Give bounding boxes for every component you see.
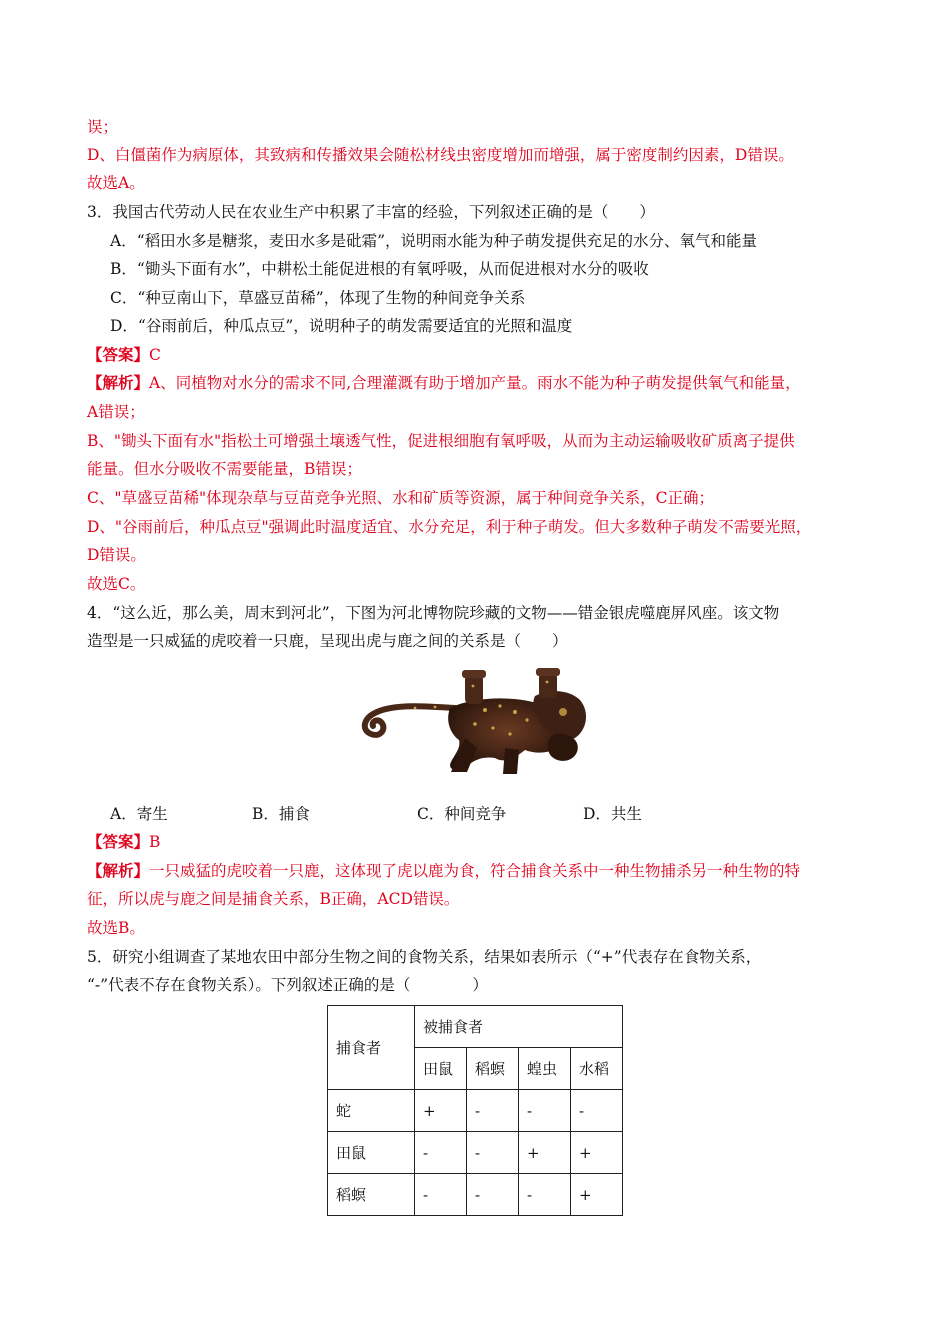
question-5-stem: 5．研究小组调查了某地农田中部分生物之间的食物关系，结果如表所示（“+”代表存在食物关系， (87, 948, 762, 966)
question-3-option-d: D．“谷雨前后，种瓜点豆”，说明种子的萌发需要适宜的光照和温度 (110, 317, 573, 335)
explanation-text: A、同植物对水分的需求不同,合理灌溉有助于增加产量。雨水不能为种子萌发提供氧气和能量， (149, 374, 801, 392)
answer-tag: 【答案】 (87, 832, 150, 851)
question-3-option-a: A．“稻田水多是糖浆，麦田水多是砒霜”，说明雨水能为种子萌发提供充足的水分、氧气和能量 (110, 232, 758, 250)
table-header-row (328, 1006, 623, 1048)
explanation-line: A错误； (87, 403, 145, 421)
prey-column-header: 田鼠 (415, 1048, 467, 1090)
prey-column-header: 水稻 (571, 1048, 623, 1090)
question-3-option-c: C．“种豆南山下，草盛豆苗稀”，体现了生物的种间竞争关系 (110, 289, 526, 307)
table-cell: - (571, 1090, 623, 1132)
answer-value: C (149, 346, 161, 364)
explanation-line: 征，所以虎与鹿之间是捕食关系，B正确，ACD错误。 (87, 890, 460, 908)
prey-header: 被捕食者 (415, 1006, 623, 1048)
explanation-line: C、"草盛豆苗稀"体现杂草与豆苗竞争光照、水和矿质等资源，属于种间竞争关系，C正确； (87, 489, 714, 507)
table-cell: + (519, 1132, 571, 1174)
table-row (328, 1174, 623, 1216)
question-4-option-c: C．种间竞争 (417, 805, 507, 823)
answer-tag: 【答案】 (87, 345, 150, 364)
choose-line: 故选A。 (87, 174, 145, 192)
table-cell: - (415, 1174, 467, 1216)
explanation-line: 能量。但水分吸收不需要能量，B错误； (87, 460, 362, 478)
question-4-stem: 4．“这么近，那么美，周末到河北”，下图为河北博物院珍藏的文物——错金银虎噬鹿屏风座。该文物 (87, 604, 780, 622)
explanation-line: 误； (87, 118, 119, 136)
question-3-option-b: B．“锄头下面有水”，中耕松土能促进根的有氧呼吸，从而促进根对水分的吸收 (110, 260, 649, 278)
question-4-answer (87, 831, 160, 853)
choose-line: 故选C。 (87, 575, 146, 593)
table-cell: - (415, 1132, 467, 1174)
predator-header: 捕食者 (328, 1006, 415, 1090)
prey-column-header: 蝗虫 (519, 1048, 571, 1090)
predator-name: 田鼠 (328, 1132, 415, 1174)
table-cell: - (467, 1132, 519, 1174)
explanation-line: D、"谷雨前后，种瓜点豆"强调此时温度适宜、水分充足，利于种子萌发。但大多数种子萌发不需要光照， (87, 518, 812, 536)
table-cell: - (467, 1174, 519, 1216)
table-row (328, 1090, 623, 1132)
question-3-explanation (87, 372, 801, 394)
question-4-option-b: B．捕食 (252, 805, 310, 823)
tiger-devouring-deer-artifact-image (355, 668, 615, 778)
table-cell: - (519, 1174, 571, 1216)
food-relation-table (327, 1005, 623, 1216)
table-cell: - (467, 1090, 519, 1132)
question-4-explanation (87, 860, 800, 882)
question-4-option-d: D．共生 (583, 805, 642, 823)
predator-name: 蛇 (328, 1090, 415, 1132)
table-cell: + (571, 1174, 623, 1216)
question-3-answer (87, 344, 161, 366)
table-cell: + (571, 1132, 623, 1174)
explanation-line: D、白僵菌作为病原体，其致病和传播效果会随松材线虫密度增加而增强，属于密度制约因素，D错误。 (87, 146, 794, 164)
explanation-tag: 【解析】 (87, 861, 150, 880)
question-3-stem: 3．我国古代劳动人民在农业生产中积累了丰富的经验，下列叙述正确的是（ ） (87, 203, 655, 221)
table-cell: - (519, 1090, 571, 1132)
table-cell: + (415, 1090, 467, 1132)
question-5-stem: “-”代表不存在食物关系）。下列叙述正确的是（ ） (87, 976, 488, 994)
answer-value: B (149, 833, 161, 851)
choose-line: 故选B。 (87, 919, 145, 937)
question-4-stem: 造型是一只威猛的虎咬着一只鹿，呈现出虎与鹿之间的关系是（ ） (87, 632, 568, 650)
prey-column-header: 稻螟 (467, 1048, 519, 1090)
question-4-option-a: A．寄生 (110, 805, 168, 823)
table-row (328, 1132, 623, 1174)
explanation-tag: 【解析】 (87, 373, 150, 392)
explanation-line: B、"锄头下面有水"指松土可增强土壤透气性，促进根细胞有氧呼吸，从而为主动运输吸收矿质离子提供 (87, 432, 795, 450)
explanation-line: D错误。 (87, 546, 146, 564)
explanation-text: 一只威猛的虎咬着一只鹿，这体现了虎以鹿为食，符合捕食关系中一种生物捕杀另一种生物的特 (149, 862, 801, 880)
predator-name: 稻螟 (328, 1174, 415, 1216)
